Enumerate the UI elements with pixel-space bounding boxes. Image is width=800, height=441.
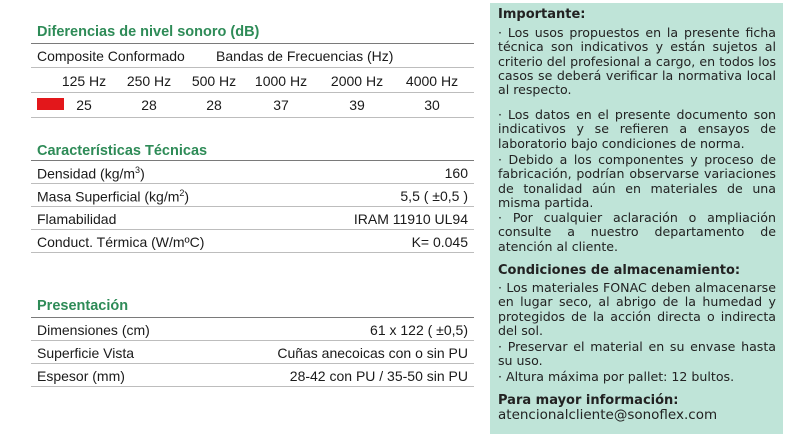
technical-section-title: Características Técnicas [37, 143, 208, 159]
storage-note: · Los materiales FONAC deben almacenarse en lugar seco, al abrigo de la humedad y protegidos de la acción directa o indirecta del sol. [498, 280, 776, 338]
db-value: 25 [76, 97, 92, 113]
composite-header: Composite Conformado [37, 48, 185, 64]
contact-email[interactable]: atencionalcliente@sonoflex.com [498, 407, 718, 423]
storage-title: Condiciones de almacenamiento: [498, 263, 741, 278]
row-value: IRAM 11910 UL94 [353, 211, 468, 227]
db-value: 30 [424, 97, 440, 113]
db-value: 28 [141, 97, 157, 113]
frequency-label: 250 Hz [126, 73, 172, 89]
frequency-label: 2000 Hz [330, 73, 384, 89]
row-value: 61 x 122 ( ±0,5) [370, 322, 468, 338]
db-value: 28 [206, 97, 222, 113]
frequency-label: 4000 Hz [405, 73, 459, 89]
db-value: 39 [349, 97, 365, 113]
important-note: · Los usos propuestos en la presente ficha técnica son indicativos y están sujetos al criterio del profesional a cargo, en todos los casos se deberá verificar la normativa local al respecto. [498, 25, 776, 98]
technical-row-thermal-conductivity [31, 230, 474, 253]
technical-row-surface-mass [31, 184, 474, 207]
row-divider [31, 92, 474, 93]
storage-note: · Preservar el material en su envase hasta su uso. [498, 339, 776, 369]
row-value: Cuñas anecoicas con o sin PU [277, 345, 468, 361]
row-label: Densidad $(kg/m^3)$ [37, 165, 145, 182]
row-value: K= 0.045 [411, 234, 468, 250]
row-label: Conduct. Térmica (W/mºC) [37, 234, 205, 250]
presentation-section-title: Presentación [37, 298, 129, 314]
important-note: · Por cualquier aclaración o ampliación consulte a nuestro departamento de atención al cliente. [498, 210, 776, 254]
info-title: Para mayor información: [498, 393, 679, 408]
technical-row-density [31, 161, 474, 184]
db-value: 37 [273, 97, 289, 113]
important-note: · Los datos en el presente documento son indicativos y se refieren a ensayos de laboratorio bajo condiciones de norma. [498, 107, 776, 151]
row-value: 28-42 con PU / 35-50 sin PU [289, 368, 468, 384]
section-divider [31, 43, 474, 44]
row-divider [31, 117, 474, 118]
row-divider [31, 67, 474, 68]
row-label: Dimensiones (cm) [37, 322, 150, 338]
notes-sidebar [490, 3, 783, 434]
presentation-row-surface [31, 341, 474, 364]
storage-note: · Altura máxima por pallet: 12 bultos. [498, 369, 735, 384]
row-label: Masa Superficial $(kg/m^2)$ [37, 188, 190, 205]
technical-row-flammability [31, 207, 474, 230]
presentation-row-thickness [31, 364, 474, 387]
row-value: 160 [444, 165, 468, 181]
frequency-label: 125 Hz [61, 73, 107, 89]
row-value: 5,5 ( ±0,5 ) [400, 188, 468, 204]
important-note: · Debido a los componentes y proceso de fabricación, podrían observarse variaciones de tonalidad aún en materiales de una misma partida. [498, 152, 776, 210]
acoustic-section-title: Diferencias de nivel sonoro (dB) [37, 24, 260, 40]
presentation-row-dimensions [31, 318, 474, 341]
row-label: Flamabilidad [37, 211, 117, 227]
row-label: Superficie Vista [37, 345, 135, 361]
frequency-label: 500 Hz [191, 73, 237, 89]
bands-header: Bandas de Frecuencias (Hz) [216, 48, 394, 64]
frequency-label: 1000 Hz [254, 73, 308, 89]
row-label: Espesor (mm) [37, 368, 125, 384]
important-title: Importante: [498, 7, 586, 22]
